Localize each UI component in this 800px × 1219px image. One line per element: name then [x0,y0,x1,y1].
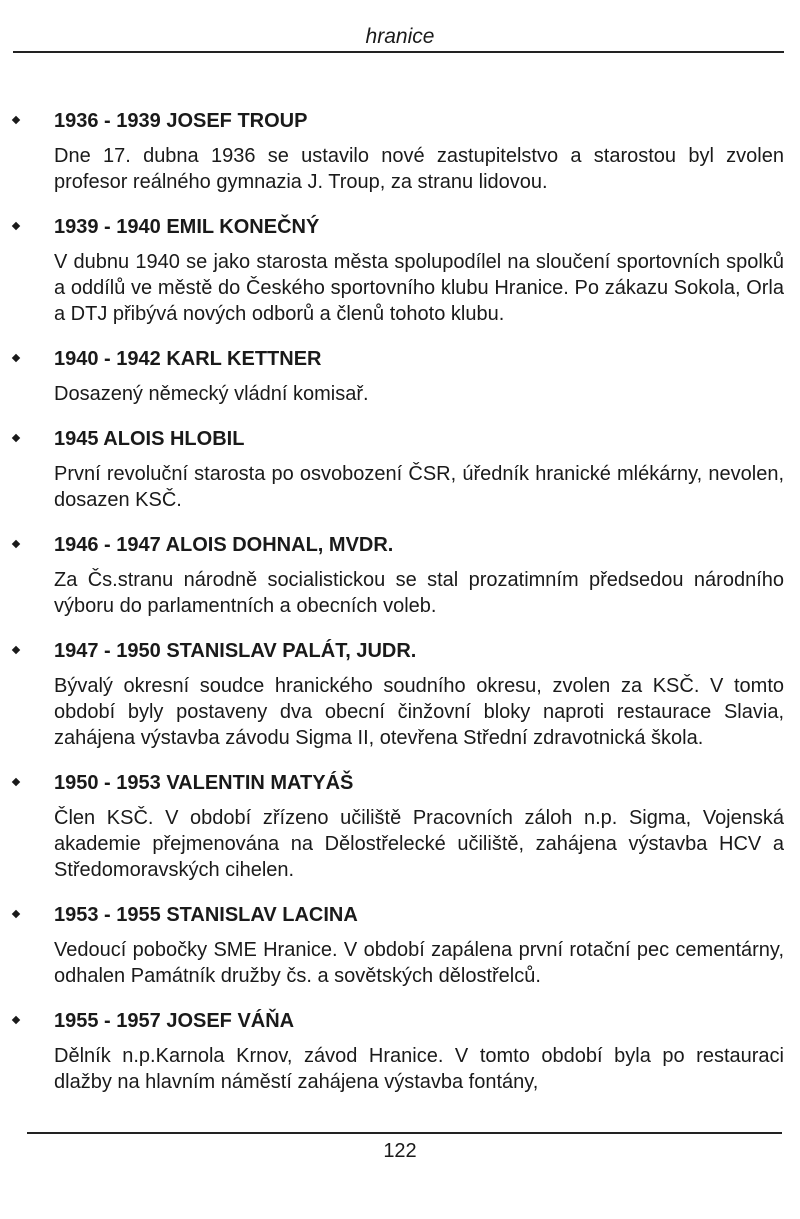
entry-heading-text: 1940 - 1942 KARL KETTNER [54,348,322,370]
mayor-list [0,108,800,1114]
list-item [0,902,800,989]
footer-rule [27,1132,782,1134]
entry-heading-text: 1953 - 1955 STANISLAV LACINA [54,904,358,926]
diamond-bullet-icon [12,222,20,230]
entry-heading [0,1008,800,1034]
entry-heading [0,532,800,558]
entry-heading [0,214,800,240]
diamond-bullet-icon [12,1016,20,1024]
entry-heading [0,638,800,664]
entry-heading-text: 1947 - 1950 STANISLAV PALÁT, JUDR. [54,640,417,662]
entry-heading [0,108,800,134]
entry-text: Za Čs.stranu národně socialistickou se stal prozatimním předsedou národního výboru do parlamentních a obecních voleb. [54,569,784,617]
diamond-bullet-icon [12,540,20,548]
list-item [0,426,800,513]
entry-text: Vedoucí pobočky SME Hranice. V období zapálena první rotační pec cementárny, odhalen Památník družby čs. a sovětských dělostřelců. [54,939,784,987]
entry-heading [0,346,800,372]
running-header: hranice [365,25,435,48]
header-rule [13,51,784,53]
entry-text: Člen KSČ. V období zřízeno učiliště Pracovních záloh n.p. Sigma, Vojenská akademie přejmenována na Dělostřelecké učiliště, zahájena výstavba HCV a Středomoravských cihelen. [54,807,784,881]
list-item [0,346,800,407]
list-item [0,214,800,327]
entry-heading [0,770,800,796]
entry-text: V dubnu 1940 se jako starosta města spolupodílel na sloučení sportovních spolků a oddílů ve městě do Českého sportovního klubu Hranice. Po zákazu Sokola, Orla a DTJ přibývá nových odborů a členů tohoto klubu. [54,251,784,325]
entry-heading-text: 1950 - 1953 VALENTIN MATYÁŠ [54,772,354,794]
entry-heading [0,902,800,928]
page-number: 122 [383,1140,417,1162]
diamond-bullet-icon [12,434,20,442]
diamond-bullet-icon [12,910,20,918]
entry-text: První revoluční starosta po osvobození ČSR, úředník hranické mlékárny, nevolen, dosazen KSČ. [54,463,784,511]
entry-heading-text: 1939 - 1940 EMIL KONEČNÝ [54,216,320,238]
diamond-bullet-icon [12,116,20,124]
entry-text: Dosazený německý vládní komisař. [54,383,369,405]
list-item [0,108,800,195]
diamond-bullet-icon [12,354,20,362]
entry-heading-text: 1945 ALOIS HLOBIL [54,428,245,450]
list-item [0,1008,800,1095]
entry-heading-text: 1936 - 1939 JOSEF TROUP [54,110,308,132]
entry-heading-text: 1946 - 1947 ALOIS DOHNAL, MVDR. [54,534,394,556]
list-item [0,638,800,751]
diamond-bullet-icon [12,778,20,786]
list-item [0,770,800,883]
entry-text: Bývalý okresní soudce hranického soudního okresu, zvolen za KSČ. V tomto období byly postaveny dva obecní činžovní bloky naproti restaurace Slavia, zahájena výstavba závodu Sigma II, otevřena Střední zdravotnická škola. [54,675,784,749]
entry-heading-text: 1955 - 1957 JOSEF VÁŇA [54,1010,295,1032]
entry-text: Dělník n.p.Karnola Krnov, závod Hranice. V tomto období byla po restauraci dlažby na hlavním náměstí zahájena výstavba fontány, [54,1045,784,1093]
list-item [0,532,800,619]
entry-heading [0,426,800,452]
diamond-bullet-icon [12,646,20,654]
entry-text: Dne 17. dubna 1936 se ustavilo nové zastupitelstvo a starostou byl zvolen profesor reálného gymnazia J. Troup, za stranu lidovou. [54,145,784,193]
